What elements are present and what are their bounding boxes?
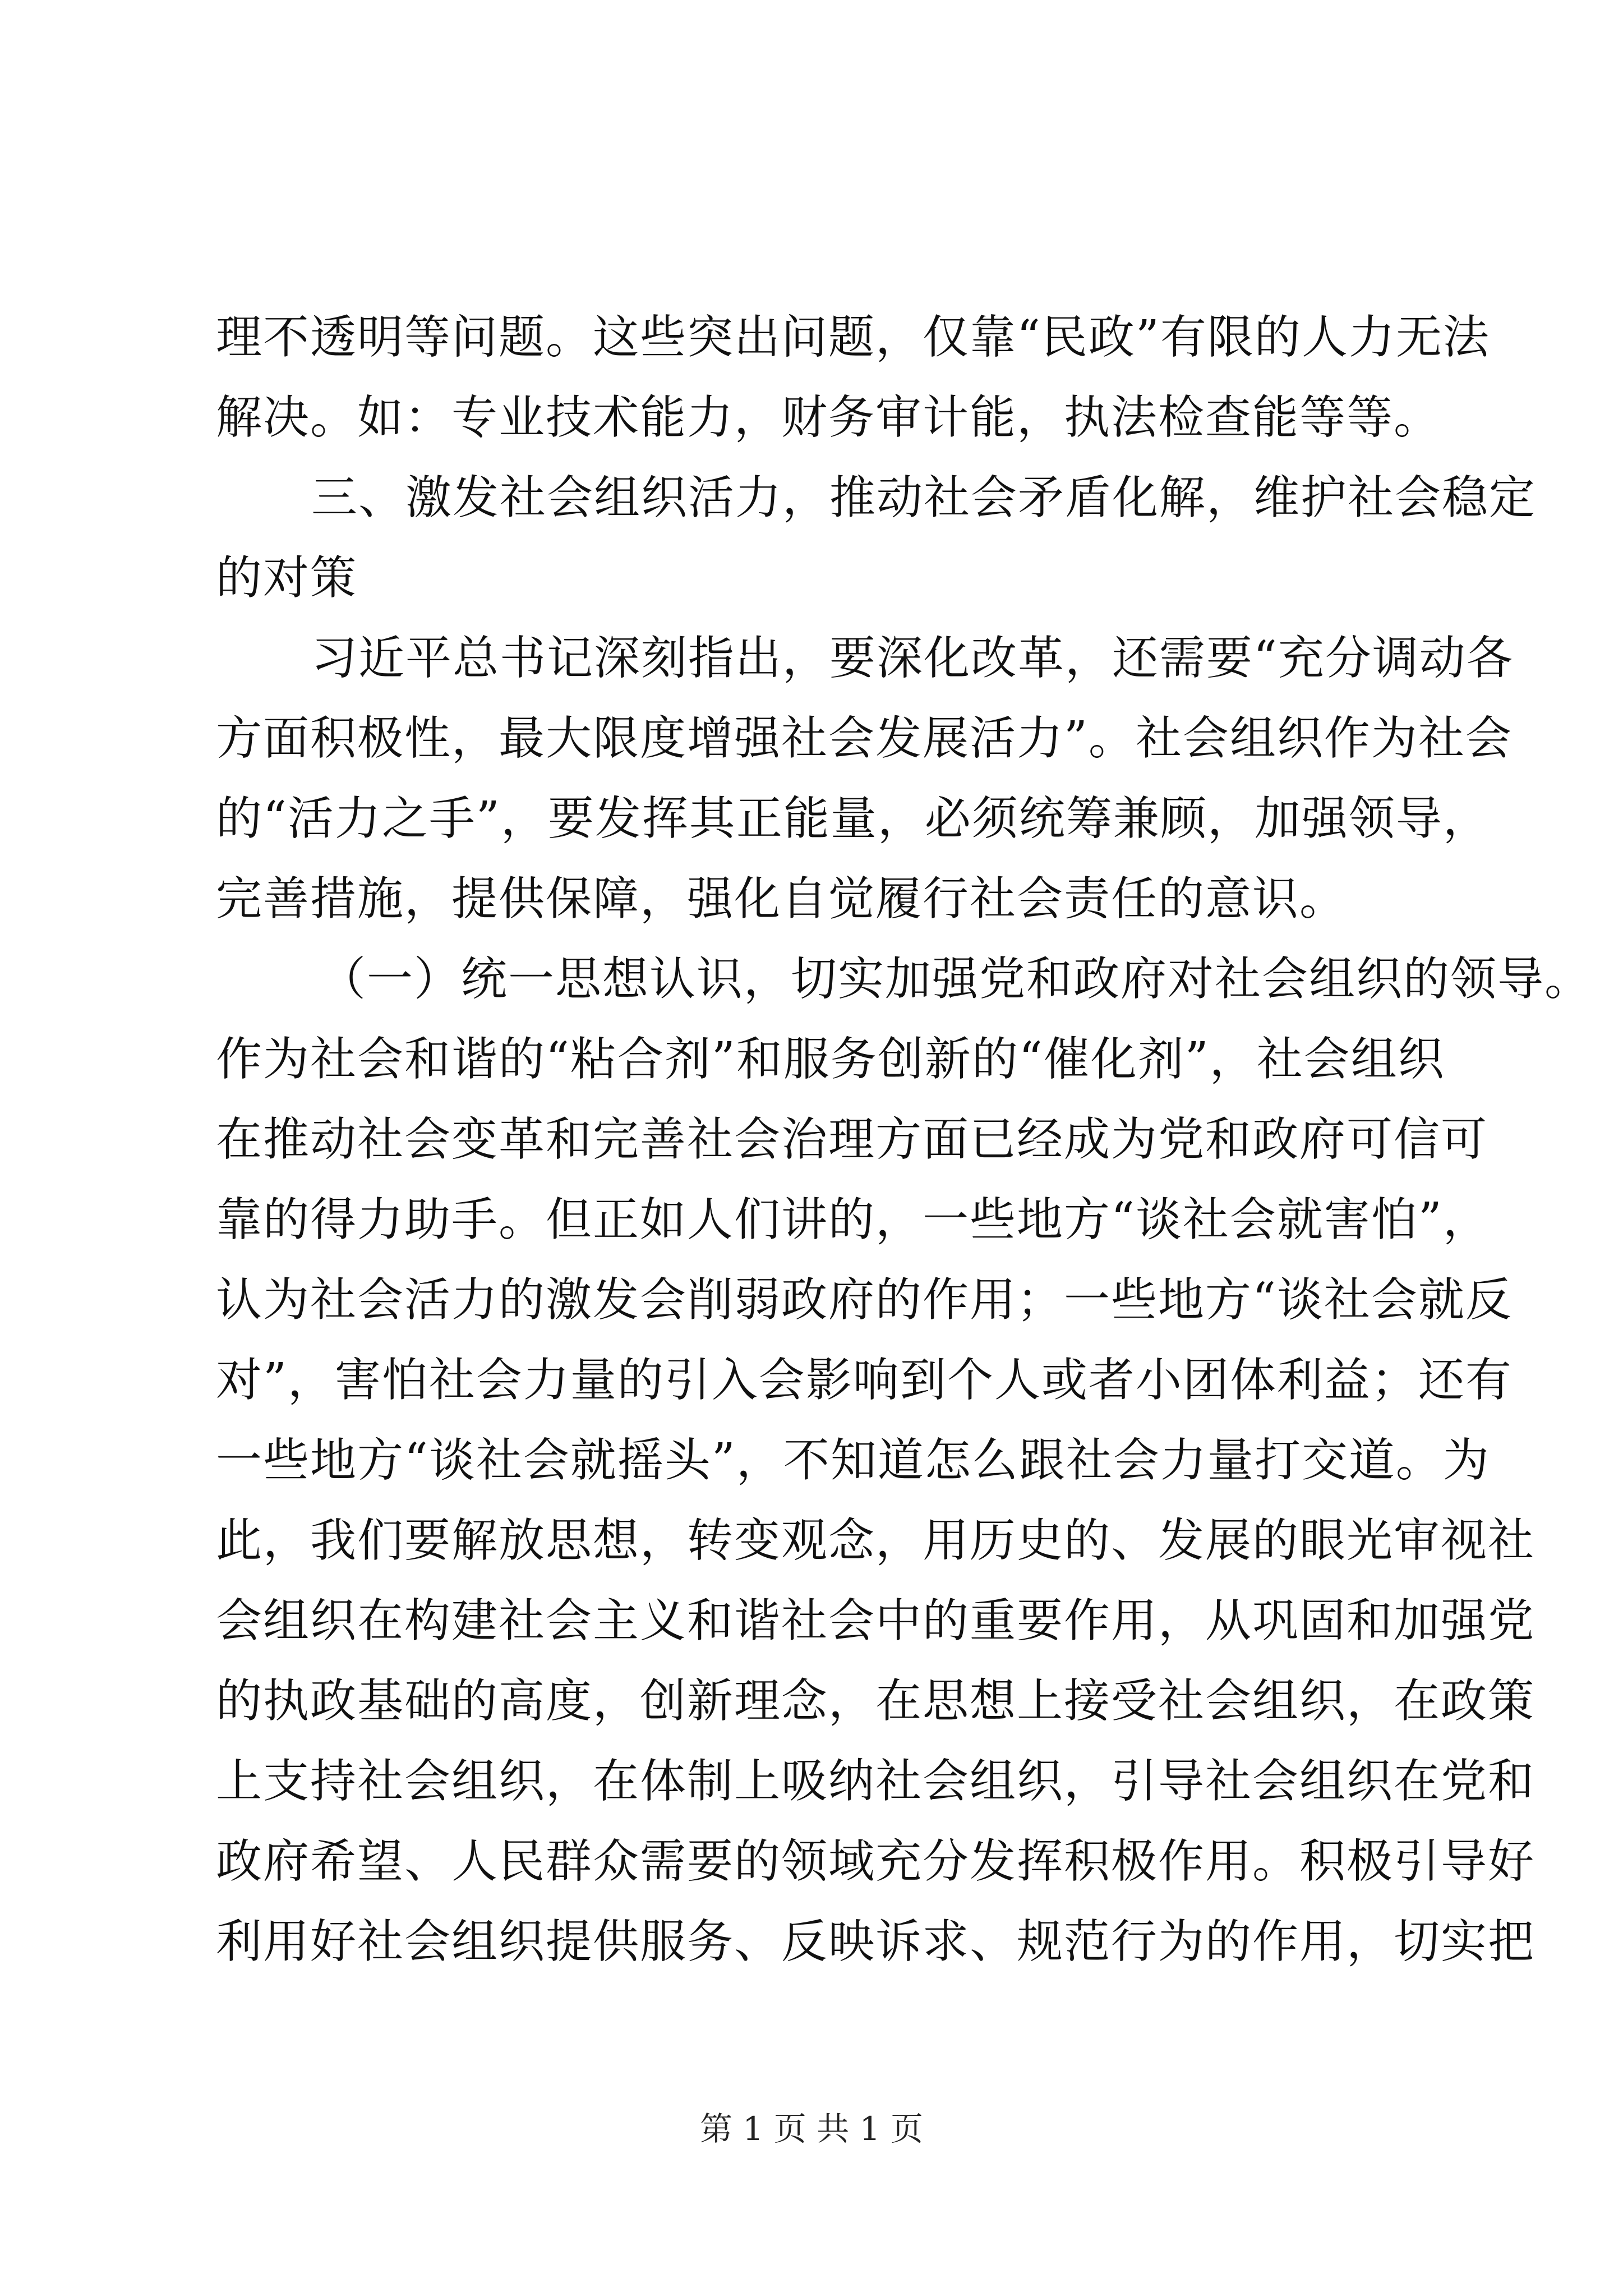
paragraph-line: 上支持社会组织，在体制上吸纳社会组织，引导社会组织在党和 <box>216 1755 1536 1808</box>
paragraph-line: 理不透明等问题。这些突出问题，仅靠“民政”有限的人力无法 <box>216 311 1490 364</box>
paragraph-line: 的执政基础的高度，创新理念，在思想上接受社会组织，在政策 <box>216 1674 1536 1728</box>
paragraph-line: 解决。如：专业技术能力，财务审计能，执法检查能等等。 <box>216 391 1441 444</box>
paragraph-line: 认为社会活力的激发会削弱政府的作用；一些地方“谈社会就反 <box>216 1273 1513 1327</box>
paragraph-line: 政府希望、人民群众需要的领域充分发挥积极作用。积极引导好 <box>216 1835 1536 1888</box>
paragraph-line: 此，我们要解放思想，转变观念，用历史的、发展的眼光审视社 <box>216 1514 1536 1567</box>
paragraph-line: 的“活力之手”，要发挥其正能量，必须统筹兼顾，加强领导， <box>216 792 1490 845</box>
paragraph-line: 方面积极性，最大限度增强社会发展活力”。社会组织作为社会 <box>216 712 1513 765</box>
subsection-heading-line: （一）统一思想认识，切实加强党和政府对社会组织的领导。 <box>320 953 1592 1006</box>
paragraph-line: 会组织在构建社会主义和谐社会中的重要作用，从巩固和加强党 <box>216 1594 1536 1648</box>
paragraph-line: 一些地方“谈社会就摇头”，不知道怎么跟社会力量打交道。为 <box>216 1434 1490 1487</box>
paragraph-line: 在推动社会变革和完善社会治理方面已经成为党和政府可信可 <box>216 1113 1488 1166</box>
paragraph-line: 完善措施，提供保障，强化自觉履行社会责任的意识。 <box>216 872 1347 926</box>
paragraph-line: 习近平总书记深刻指出，要深化改革，还需要“充分调动各 <box>311 632 1514 685</box>
page-footer: 第 1 页 共 1 页 <box>700 2110 923 2148</box>
paragraph-line: 作为社会和谐的“粘合剂”和服务创新的“催化剂”，社会组织 <box>216 1033 1445 1086</box>
document-body <box>216 297 1592 1982</box>
section-heading-line: 的对策 <box>216 551 358 605</box>
section-heading-line: 三、激发社会组织活力，推动社会矛盾化解，维护社会稳定 <box>311 471 1537 524</box>
paragraph-line: 利用好社会组织提供服务、反映诉求、规范行为的作用，切实把 <box>216 1915 1536 1968</box>
paragraph-line: 靠的得力助手。但正如人们讲的，一些地方“谈社会就害怕”， <box>216 1193 1490 1246</box>
paragraph-line: 对”，害怕社会力量的引入会影响到个人或者小团体利益；还有 <box>216 1354 1513 1407</box>
